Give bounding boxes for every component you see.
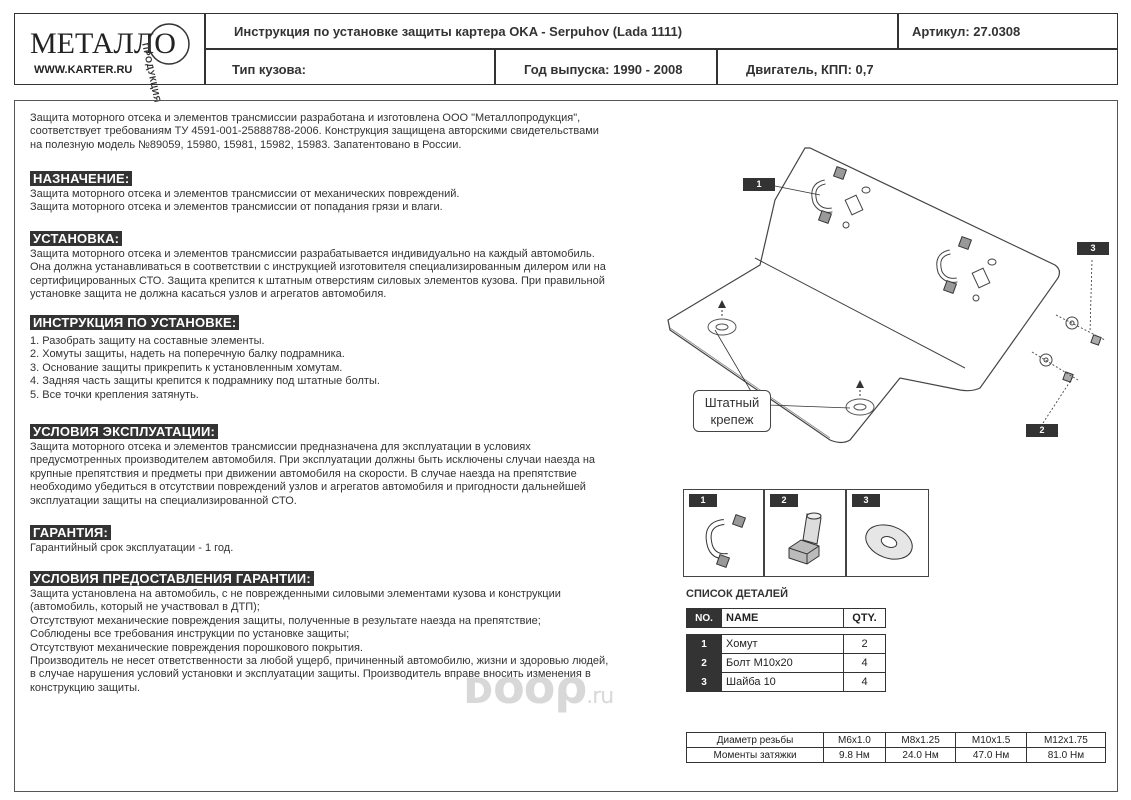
part-no: 3 xyxy=(687,673,722,692)
intro-paragraph xyxy=(30,112,658,152)
warranty-term-line: Защита установлена на автомобиль, с не поврежденными силовыми элементами кузова и конструкции xyxy=(30,588,561,600)
logo-wordmark: МЕТАЛЛО xyxy=(30,27,176,60)
bolt-icon xyxy=(777,508,837,572)
header-divider-middle xyxy=(204,48,1118,50)
torque-table xyxy=(686,732,1106,763)
header-name: NAME xyxy=(722,609,844,628)
logo-url: WWW.KARTER.RU xyxy=(34,64,133,76)
instruction-step: 3. Основание защиты прикрепить к установленным хомутам. xyxy=(30,361,343,374)
part-no: 2 xyxy=(687,654,722,673)
operation-text xyxy=(30,441,658,508)
installation-text xyxy=(30,248,658,302)
header-qty: QTY. xyxy=(844,609,886,628)
instructions-heading: ИНСТРУКЦИЯ ПО УСТАНОВКЕ: xyxy=(30,315,239,330)
warranty-term-line: конструкцию защиты. xyxy=(30,681,141,694)
warranty-line: Гарантийный срок эксплуатации - 1 год. xyxy=(30,542,234,554)
instruction-step: 5. Все точки крепления затянуть. xyxy=(30,388,199,401)
leader-3 xyxy=(1090,260,1092,332)
company-logo xyxy=(22,18,200,104)
watermark-text: ᴅᴏᴏρ xyxy=(463,660,587,714)
document-title: Инструкция по установке защиты картера OKA - Serpuhov (Lada 1111) xyxy=(234,24,683,39)
part-image-clamp xyxy=(683,489,764,577)
watermark-logo xyxy=(463,660,613,714)
production-years: Год выпуска: 1990 - 2008 xyxy=(524,62,683,77)
torque-cell: M8x1.25 xyxy=(885,733,956,748)
table-row xyxy=(687,673,886,692)
clamp-icon xyxy=(692,510,758,572)
watermark-suffix: .ru xyxy=(586,684,614,709)
guard-plate-fold xyxy=(755,258,965,368)
purpose-line: Защита моторного отсека и элементов трансмиссии от попадания грязи и влаги. xyxy=(30,201,443,214)
part-image-number: 3 xyxy=(852,494,880,507)
warranty-term-line: Отсутствуют механические повреждения защиты, полученные в результате наезда на препятствие; xyxy=(30,614,541,627)
warranty-term-line: Соблюдены все требования инструкции по установке защиты; xyxy=(30,628,350,641)
torque-cell: M12x1.75 xyxy=(1026,733,1105,748)
header-no: NO. xyxy=(687,609,722,628)
torque-cell: 9.8 Нм xyxy=(824,748,886,763)
callout-leader-left xyxy=(715,330,752,393)
part-image-number: 1 xyxy=(689,494,717,507)
callout-line: крепеж xyxy=(710,412,754,427)
part-image-bolt xyxy=(764,489,846,577)
washer-icon xyxy=(857,512,921,572)
installation-line: установке защита не должна касаться узлов и агрегатов автомобиля. xyxy=(30,288,387,301)
purpose-heading: НАЗНАЧЕНИЕ: xyxy=(30,171,132,186)
header-divider-article xyxy=(897,13,899,48)
part-name: Шайба 10 xyxy=(722,673,844,692)
engine-info: Двигатель, КПП: 0,7 xyxy=(746,62,874,77)
parts-list-title: СПИСОК ДЕТАЛЕЙ xyxy=(686,588,788,600)
clamp-1-icon xyxy=(814,167,870,228)
intro-line: соответствует требованиям ТУ 4591-001-25888788-2006. Конструкция защищена авторскими свидетельствами xyxy=(30,125,599,138)
diagram-tag-1: 1 xyxy=(743,178,775,191)
parts-list-header-row xyxy=(687,609,886,628)
torque-cell: M6x1.0 xyxy=(824,733,886,748)
warranty-term-line: в случае нарушения условий установки и эксплуатации защиты. Производитель вправе вносить изменения в xyxy=(30,668,591,681)
warranty-term-line: Отсутствуют механические повреждения порошкового покрытия. xyxy=(30,641,363,654)
warranty-term-line: (автомобиль, который не участвовал в ДТП); xyxy=(30,601,260,614)
torque-cell: 24.0 Нм xyxy=(885,748,956,763)
intro-line: Защита моторного отсека и элементов трансмиссии разработана и изготовлена ООО "Металлопродукция", xyxy=(30,112,581,124)
part-qty: 2 xyxy=(844,635,886,654)
part-no: 1 xyxy=(687,635,722,654)
clamp-2-icon xyxy=(939,237,996,301)
logo-side-text: ПРОДУКЦИЯ xyxy=(140,42,163,104)
parts-list-table xyxy=(686,608,886,692)
instruction-step: 1. Разобрать защиту на составные элементы. xyxy=(30,335,265,347)
operation-heading: УСЛОВИЯ ЭКСПЛУАТАЦИИ: xyxy=(30,424,218,439)
mount-hole-center xyxy=(846,380,874,415)
purpose-line: Защита моторного отсека и элементов трансмиссии от механических повреждений. xyxy=(30,188,460,200)
diagram-tag-2: 2 xyxy=(1026,424,1058,437)
torque-cell: M10x1.5 xyxy=(956,733,1027,748)
operation-line: Защита моторного отсека и элементов трансмиссии предназначена для эксплуатации в условиях xyxy=(30,441,531,453)
bolt-washer-upper xyxy=(1056,315,1105,345)
part-qty: 4 xyxy=(844,654,886,673)
operation-line: эксплуатации защиты на специализированной СТО. xyxy=(30,494,297,507)
table-row xyxy=(687,654,886,673)
instructions-text xyxy=(30,335,658,402)
part-image-number: 2 xyxy=(770,494,798,507)
body-type-label: Тип кузова: xyxy=(232,62,306,77)
header-divider-year xyxy=(494,48,496,85)
instruction-step: 4. Задняя часть защиты крепится к подрамнику под штатные болты. xyxy=(30,375,380,388)
table-row xyxy=(687,635,886,654)
installation-line: сертифицированных СТО. Защита крепится к штатным отверстиям силовых элементов кузова. При правильной xyxy=(30,274,605,287)
operation-line: крупные препятствия и предметы при движении автомобиля на скорости. В случае наезда на препятствие xyxy=(30,467,577,480)
instruction-step: 2. Хомуты защиты, надеть на поперечную балку подрамника. xyxy=(30,348,345,361)
diagram-tag-3: 3 xyxy=(1077,242,1109,255)
operation-line: необходимо убедиться в отсутствии повреждений узлов и агрегатов автомобиля и пригодности дальнейшей xyxy=(30,481,586,494)
intro-line: на полезную модель №89059, 15980, 15981, 15982, 15983. Запатентовано в России. xyxy=(30,138,462,151)
article-number: Артикул: 27.0308 xyxy=(912,24,1021,39)
installation-line: Она должна устанавливаться в соответствии с инструкцией изготовителя специализированным дилером или на xyxy=(30,261,606,274)
torque-label: Диаметр резьбы xyxy=(687,733,824,748)
torque-label: Моменты затяжки xyxy=(687,748,824,763)
part-image-washer xyxy=(846,489,929,577)
part-name: Болт М10х20 xyxy=(722,654,844,673)
callout-line: Штатный xyxy=(704,395,760,410)
fastener-callout xyxy=(693,390,771,432)
header-divider-engine xyxy=(716,48,718,85)
warranty-term-line: Производитель не несет ответственности за любой ущерб, причиненный автомобилю, жизни и здоровью людей, xyxy=(30,655,609,668)
leader-2 xyxy=(1043,377,1073,423)
torque-cell: 81.0 Нм xyxy=(1026,748,1105,763)
purpose-text xyxy=(30,188,658,215)
mount-hole-left xyxy=(708,300,736,335)
installation-line: Защита моторного отсека и элементов трансмиссии разрабатывается индивидуально на каждый автомобиль. xyxy=(30,248,595,260)
operation-line: предусмотренных производителем автомобиля. При эксплуатации должны быть исключены случаи наезда на xyxy=(30,454,596,467)
torque-cell: 47.0 Нм xyxy=(956,748,1027,763)
part-name: Хомут xyxy=(722,635,844,654)
warranty-heading: ГАРАНТИЯ: xyxy=(30,525,111,540)
installation-heading: УСТАНОВКА: xyxy=(30,231,122,246)
warranty-text xyxy=(30,542,658,555)
torque-row-moment xyxy=(687,748,1106,763)
bolt-washer-lower xyxy=(1032,352,1078,382)
warranty-terms-heading: УСЛОВИЯ ПРЕДОСТАВЛЕНИЯ ГАРАНТИИ: xyxy=(30,571,314,586)
part-qty: 4 xyxy=(844,673,886,692)
torque-row-thread xyxy=(687,733,1106,748)
